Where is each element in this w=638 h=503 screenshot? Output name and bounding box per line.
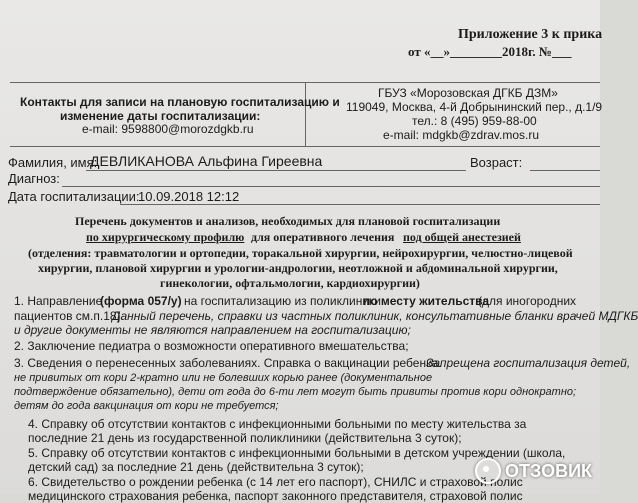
name-label: Фамилия, имя: <box>8 155 98 170</box>
item1-label: 1. Направление <box>14 294 103 308</box>
age-label: Возраст: <box>470 155 523 170</box>
name-value: ДЕВЛИКАНОВА Альфина Гиреевна <box>90 153 323 169</box>
item1-note1: Данный перечень, справки из частных поликлиник, консультативные бланки врачей МДГКБ <box>112 309 638 323</box>
contacts-address: 119049, Москва, 4-й Добрынинский пер., д.1/9 <box>346 100 603 114</box>
item4-line2: последние 21 день из государственной поликлиники (действительна 3 суток); <box>28 431 462 445</box>
item5-line1: 5. Справку об отсутствии контактов с инфекционными больными в детском учреждении (школа, <box>28 446 566 460</box>
list-profile: по хирургическому профилю <box>86 230 245 244</box>
item6-line2: медицинского страхования ребенка, паспорт законного представителя, страховой полис <box>28 489 523 503</box>
date-underline <box>120 204 600 205</box>
item4-line1: 4. Справку об отсутствии контактов с инфекционными больными по месту жительства за <box>28 417 527 431</box>
dept-line2: хирургии, плановой хирургии и урологии-андрологии, неотложной и абдоминальной хирургии, <box>38 261 558 275</box>
contacts-left-email[interactable]: e-mail: 9598800@morozdgkb.ru <box>82 122 254 136</box>
contacts-left-line2: изменение даты госпитализации: <box>60 109 261 123</box>
date-value: 10.09.2018 12:12 <box>138 189 240 204</box>
item3-text: 3. Сведения о перенесенных заболеваниях. Справка о вакцинации ребенка. <box>14 356 442 370</box>
contacts-left-line1: Контакты для записи на плановую госпитализацию и <box>20 95 340 109</box>
item3-line4: детям до года вакцинация от кори не требуется; <box>14 400 279 412</box>
item1-form: (форма 057/у) <box>100 294 182 308</box>
appendix-title: Приложение 3 к прика <box>458 27 603 42</box>
item1-ref: пациентов см.п.18). <box>14 309 124 323</box>
contacts-org: ГБУЗ «Морозовская ДГКБ ДЗМ» <box>378 86 558 100</box>
item1-text: на госпитализацию из поликлиники <box>184 294 381 308</box>
date-label: Дата госпитализации: <box>8 189 140 204</box>
otzovik-watermark <box>475 458 592 484</box>
dept-line3: гинекологии, офтальмологии, кардиохирургии) <box>160 276 420 290</box>
table-divider <box>305 82 306 146</box>
list-anesthesia: под общей анестезией <box>403 230 521 244</box>
item1-place: по месту жительства <box>363 294 490 308</box>
item2: 2. Заключение педиатра о возможности оперативного вмешательства; <box>14 339 409 353</box>
item3-warning: Запрещена госпитализация детей, <box>426 356 631 370</box>
order-date-line: от «__»________2018г. №___ <box>408 44 572 59</box>
item6-line1: 6. Свидетельство о рождении ребенка (с 14 лет его паспорт), СНИЛС и страховой полис <box>28 475 523 489</box>
item5-line2: детский сад) за последние 21 день (действительна 3 суток); <box>28 460 364 474</box>
dept-line1: (отделения: травматологии и ортопедии, торакальной хирургии, нейрохирургии, челюстно-лицевой <box>28 246 573 260</box>
otzovik-text: ОТЗОВИК <box>505 460 592 481</box>
item1-note2: и другие документы не являются направлением на госпитализацию; <box>14 323 411 337</box>
diagnosis-underline <box>62 186 600 187</box>
list-mid: для оперативного лечения <box>251 230 395 244</box>
table-bottom-border <box>10 146 600 147</box>
contacts-email[interactable]: e-mail: mdgkb@zdrav.mos.ru <box>383 128 539 142</box>
list-title: Перечень документов и анализов, необходимых для плановой госпитализации <box>75 214 501 228</box>
otzovik-logo-icon <box>475 458 501 484</box>
item3-line3: подтверждение обязательно), дети от года до 6-ти лет могут быть привиты против кори однократно; <box>14 386 577 398</box>
age-underline <box>530 170 600 171</box>
name-underline <box>86 170 466 171</box>
item1-nonresident: (для иногородних <box>478 294 577 308</box>
contacts-phone: тел.: 8 (495) 959-88-00 <box>412 114 537 128</box>
item3-line2: не привитых от кори 2-кратно или не болевших корью ранее (документальное <box>14 372 433 384</box>
diagnosis-label: Диагноз: <box>8 171 60 186</box>
